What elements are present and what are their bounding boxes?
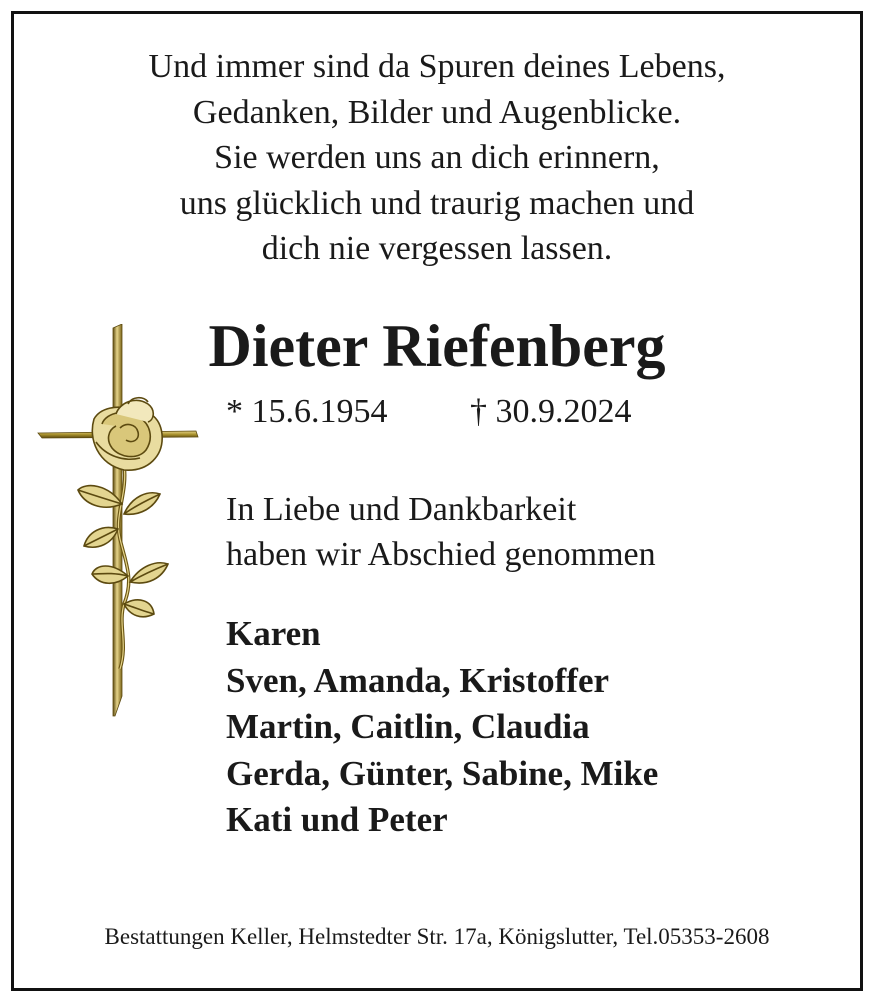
death-date: † 30.9.2024 [470, 393, 632, 430]
mourners-list [226, 611, 658, 844]
poem-line: Gedanken, Bilder und Augenblicke. [192, 93, 682, 131]
deceased-name: Dieter Riefenberg [208, 313, 666, 379]
poem-line: uns glücklich und traurig machen und [179, 184, 695, 222]
poem-line: Sie werden uns an dich erinnern, [214, 139, 660, 176]
farewell-message [226, 487, 656, 577]
poem-line: Und immer sind da Spuren deines Lebens, [148, 48, 726, 85]
mourner-line: Kati und Peter [226, 800, 448, 839]
message-line: In Liebe und Dankbarkeit [226, 491, 577, 528]
cross-with-rose-icon [36, 324, 200, 720]
mourner-line: Sven, Amanda, Kristoffer [226, 660, 610, 700]
rose-bloom [92, 398, 162, 470]
mourner-line: Martin, Caitlin, Claudia [226, 707, 590, 746]
mourner-line: Gerda, Günter, Sabine, Mike [226, 753, 659, 793]
birth-date: * 15.6.1954 [226, 393, 388, 430]
message-line: haben wir Abschied genommen [226, 536, 656, 573]
poem-line: dich nie vergessen lassen. [261, 230, 613, 267]
funeral-home-contact: Bestattungen Keller, Helmstedter Str. 17a, Königslutter, Tel.05353-2608 [104, 924, 770, 949]
poem [0, 44, 874, 272]
mourner-line: Karen [226, 614, 321, 653]
